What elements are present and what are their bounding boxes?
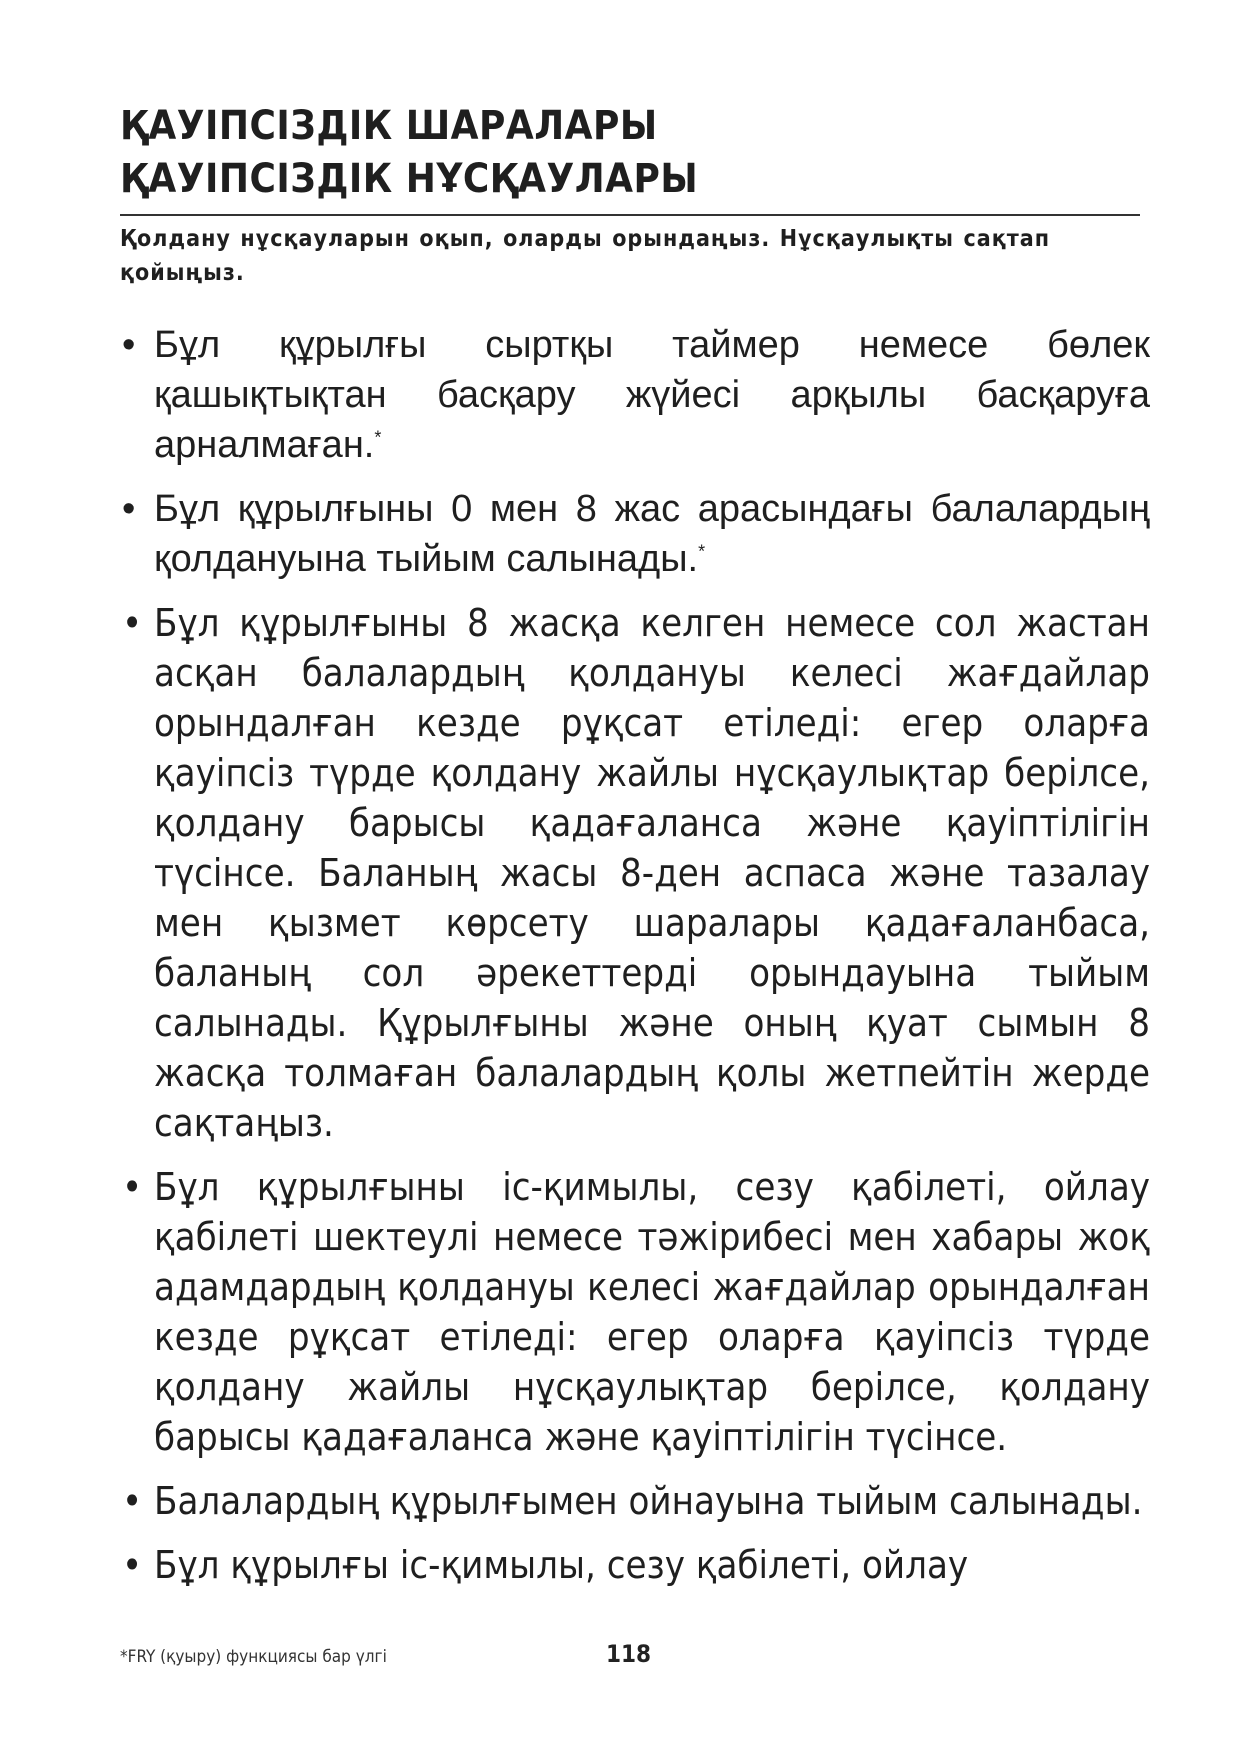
intro-text: Қолдану нұсқауларын оқып, оларды орындаңыз. Нұсқаулықты сақтап қойыңыз.	[120, 226, 1050, 286]
list-item	[120, 1476, 1150, 1526]
bullet-icon: •	[122, 1165, 143, 1209]
list-item-text: Бұл құрылғыны іс-қимылы, сезу қабілеті, ойлау қабілеті шектеулі немесе тәжірибесі мен хабары жоқ адамдардың қолдануы келесі жағдайлар орындалған кезде рұқсат етіледі: егер оларға қауіпсіз түрде қолдану жайлы нұсқаулықтар берілсе, қолдану барысы қадағаланса және қауіптілігін түсінсе.	[154, 1165, 1150, 1459]
safety-list	[120, 320, 1150, 1604]
list-item	[120, 320, 1150, 470]
list-item-text: Бұл құрылғыны 0 мен 8 жас арасындағы балалардың қолдануына тыйым салынады.	[154, 488, 1150, 580]
list-item-text: Бұл құрылғы іс-қимылы, сезу қабілеті, ойлау	[154, 1543, 969, 1587]
list-item-text: Бұл құрылғыны 8 жасқа келген немесе сол жастан асқан балалардың қолдануы келесі жағдайлар орындалған кезде рұқсат етіледі: егер оларға қауіпсіз түрде қолдану жайлы нұсқаулықтар берілсе, қолдану барысы қадағаланса және қауіптілігін түсінсе. Баланың жасы 8-ден аспаса және тазалау мен қызмет көрсету шаралары қадағаланбаса, баланың сол әрекеттерді орындауына тыйым салынады. Құрылғыны және оның қуат сымын 8 жасқа толмаған балалардың қолы жетпейтін жерде сақтаңыз.	[154, 601, 1150, 1145]
list-item	[120, 598, 1150, 1148]
section-subtitle: ҚАУІПСІЗДІК НҰСҚАУЛАРЫ	[120, 156, 699, 202]
list-item	[120, 1162, 1150, 1462]
page-number: 118	[606, 1640, 652, 1668]
title-divider	[120, 214, 1140, 216]
list-item	[120, 484, 1150, 584]
list-item-text: Балалардың құрылғымен ойнауына тыйым салынады.	[154, 1479, 1143, 1523]
footnote-marker: *	[374, 427, 382, 448]
footnote-marker: *	[698, 541, 706, 562]
footnote: *FRY (қуыру) функциясы бар үлгі	[120, 1647, 387, 1667]
bullet-icon: •	[122, 324, 136, 366]
list-item	[120, 1540, 1150, 1590]
section-title: ҚАУІПСІЗДІК ШАРАЛАРЫ	[120, 103, 658, 149]
bullet-icon: •	[122, 1479, 143, 1523]
bullet-icon: •	[122, 488, 136, 530]
bullet-icon: •	[122, 1543, 143, 1587]
bullet-icon: •	[122, 601, 143, 645]
list-item-text: Бұл құрылғы сыртқы таймер немесе бөлек қашықтықтан басқару жүйесі арқылы басқаруға арналмаған.	[154, 324, 1150, 466]
